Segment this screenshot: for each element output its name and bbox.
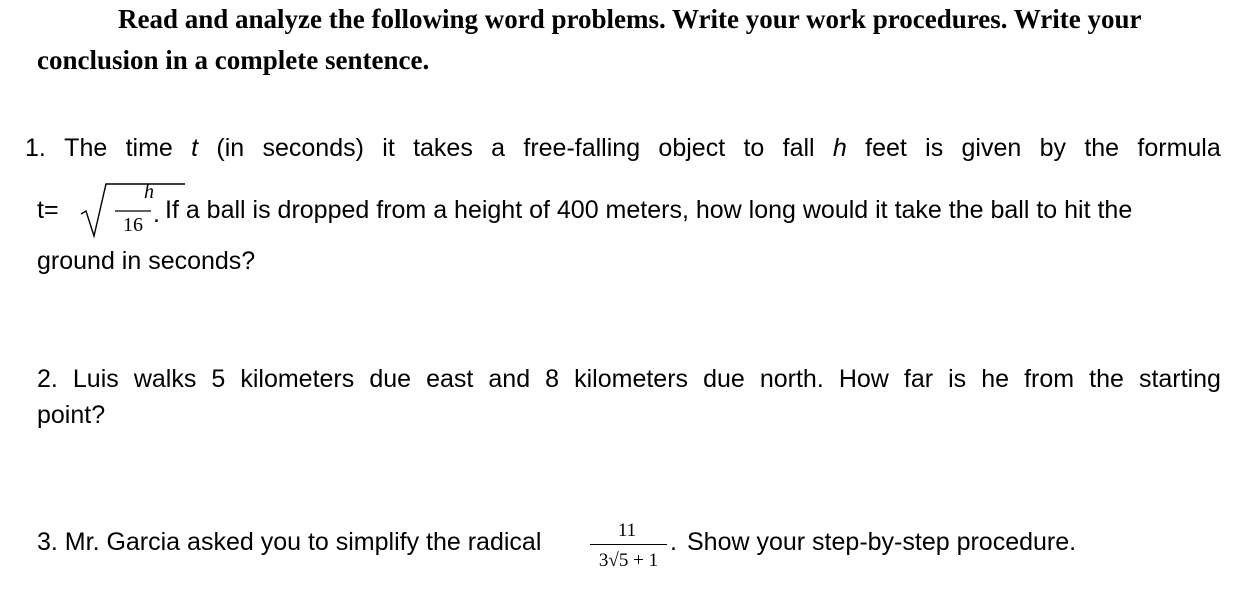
problem-3-suffix: Show your step-by-step procedure. [687, 528, 1077, 556]
word: he [981, 365, 1010, 393]
word: 5 [211, 365, 226, 393]
word: to [743, 134, 765, 162]
word: time [125, 134, 173, 162]
word: object [658, 134, 726, 162]
word: east [426, 365, 474, 393]
radical-denominator: 3√5 + 1 [598, 550, 659, 571]
word: kilometers [240, 365, 355, 393]
word: by [1039, 134, 1066, 162]
word: fall [782, 134, 815, 162]
problem-3-prefix: 3. Mr. Garcia asked you to simplify the radical [37, 528, 542, 556]
word: Luis [72, 365, 119, 393]
word: free-falling [523, 134, 641, 162]
word: the [1084, 134, 1120, 162]
problem-3-line-1 [37, 520, 1221, 590]
formula-numerator: h [144, 181, 154, 203]
word: The [64, 134, 108, 162]
problem-1-line-3: ground in seconds? [37, 247, 256, 275]
word: h [832, 134, 847, 162]
problem-2-line-1 [37, 365, 1221, 394]
formula-period: . [153, 200, 160, 228]
word: starting [1138, 365, 1221, 393]
problem-1-line-2 [37, 178, 1221, 238]
word: t [191, 134, 199, 162]
word: far [903, 365, 934, 393]
word: north. [759, 365, 824, 393]
word: from [1024, 365, 1075, 393]
word: seconds) [262, 134, 364, 162]
formula-lhs: t= [37, 196, 59, 224]
fraction-bar [590, 544, 667, 545]
word: 8 [545, 365, 560, 393]
word: kilometers [574, 365, 689, 393]
instructions-line-1: Read and analyze the following word problems. Write your work procedures. Write your [118, 4, 1142, 34]
problem-2-line-2: point? [37, 401, 106, 429]
word: the [1089, 365, 1124, 393]
word: (in [216, 134, 245, 162]
formula-denominator: 16 [123, 214, 143, 236]
word: given [961, 134, 1022, 162]
word: and [488, 365, 531, 393]
instructions-line-2: conclusion in a complete sentence. [37, 45, 430, 75]
word: 2. [37, 365, 58, 393]
word: due [369, 365, 412, 393]
word: feet [865, 134, 907, 162]
word: is [925, 134, 944, 162]
word: 1. [25, 134, 46, 162]
word: walks [133, 365, 197, 393]
word: a [491, 134, 506, 162]
word: formula [1137, 134, 1221, 162]
word: is [948, 365, 967, 393]
radical-numerator: 11 [617, 520, 637, 541]
word: due [703, 365, 745, 393]
word: takes [413, 134, 473, 162]
word: it [382, 134, 395, 162]
problem-1-line-1 [25, 134, 1221, 163]
radical-period: . [670, 528, 677, 556]
word: How [838, 365, 889, 393]
problem-1-line-2-text: If a ball is dropped from a height of 400 meters, how long would it take the ball to hit the [165, 196, 1133, 224]
